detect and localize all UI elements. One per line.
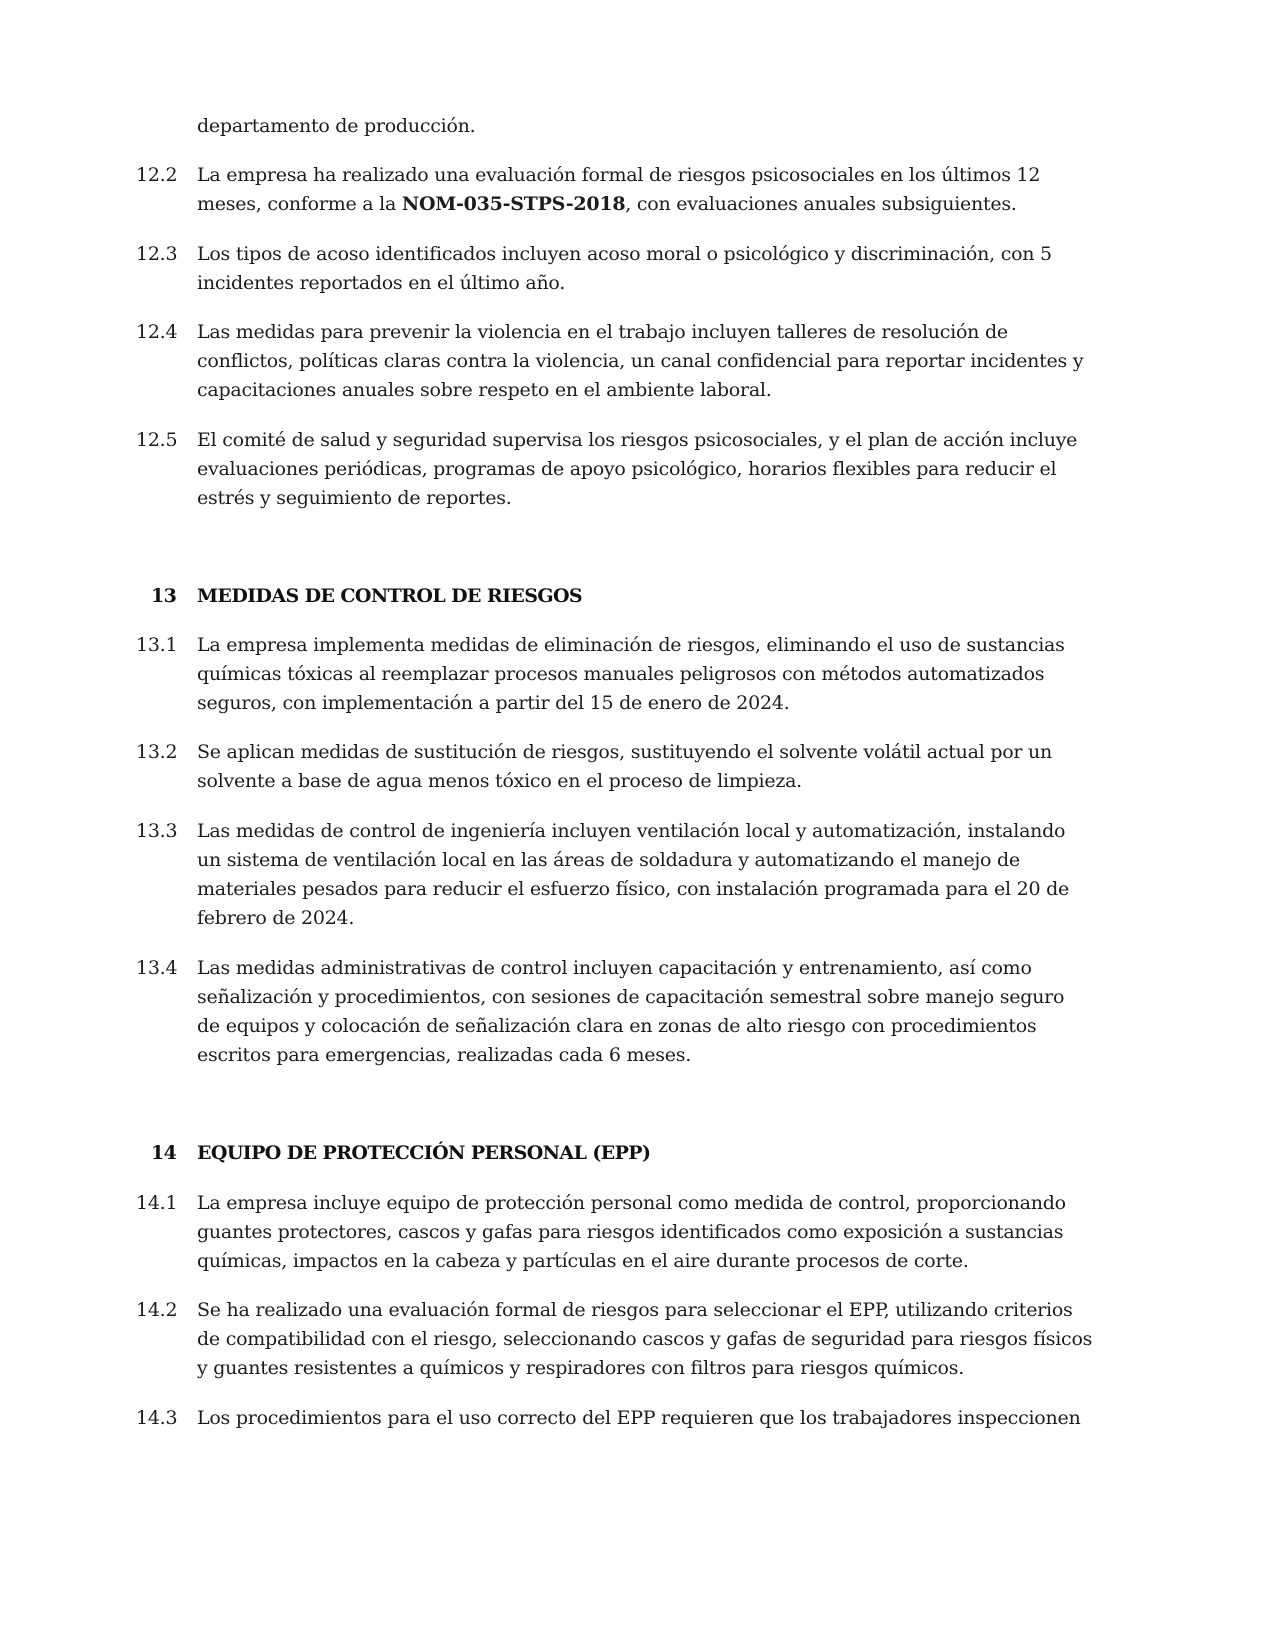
item-text: capacitaciones anuales sobre respeto en el ambiente laboral. [197,379,772,401]
item-text: escritos para emergencias, realizadas cada 6 meses. [197,1044,692,1066]
item-text: Las medidas de control de ingeniería incluyen ventilación local y automatización, instalando [197,820,1066,842]
item-text: químicas tóxicas al reemplazar procesos manuales peligrosos con métodos automatizados [197,663,1045,685]
item-text: estrés y seguimiento de reportes. [197,487,512,509]
item-text: Los tipos de acoso identificados incluyen acoso moral o psicológico y discriminación, con 5 [197,243,1052,265]
item-number: 13.4 [136,957,178,979]
item-text: Se ha realizado una evaluación formal de riesgos para seleccionar el EPP, utilizando criterios [197,1299,1073,1321]
item-text: Las medidas para prevenir la violencia en el trabajo incluyen talleres de resolución de [197,321,1008,343]
item-text [197,189,1017,219]
item-number: 14.1 [136,1192,178,1214]
item-text: solvente a base de agua menos tóxico en el proceso de limpieza. [197,770,802,792]
item-text: y guantes resistentes a químicos y respiradores con filtros para riesgos químicos. [197,1357,965,1379]
continuation-text: departamento de producción. [197,115,476,137]
item-number: 12.2 [136,164,178,186]
item-text: evaluaciones periódicas, programas de apoyo psicológico, horarios flexibles para reducir el [197,458,1057,480]
item-text: de equipos y colocación de señalización clara en zonas de alto riesgo con procedimientos [197,1015,1037,1037]
section-number: 14 [151,1142,177,1164]
section-title: EQUIPO DE PROTECCIÓN PERSONAL (EPP) [197,1142,651,1164]
item-text: febrero de 2024. [197,907,355,929]
item-text: Los procedimientos para el uso correcto del EPP requieren que los trabajadores inspeccionen [197,1407,1081,1429]
item-text: La empresa implementa medidas de eliminación de riesgos, eliminando el uso de sustancias [197,634,1065,656]
item-text: señalización y procedimientos, con sesiones de capacitación semestral sobre manejo seguro [197,986,1065,1008]
item-text: Las medidas administrativas de control incluyen capacitación y entrenamiento, así como [197,957,1032,979]
text-run: meses, conforme a la [197,193,402,215]
item-number: 13.3 [136,820,178,842]
item-number: 13.1 [136,634,178,656]
item-text: El comité de salud y seguridad supervisa los riesgos psicosociales, y el plan de acción incluye [197,429,1078,451]
section-number: 13 [151,585,177,607]
item-text: guantes protectores, cascos y gafas para riesgos identificados como exposición a sustancias [197,1221,1064,1243]
section-title: MEDIDAS DE CONTROL DE RIESGOS [197,585,583,607]
item-text: materiales pesados para reducir el esfuerzo físico, con instalación programada para el 20 de [197,878,1070,900]
text-run: , con evaluaciones anuales subsiguientes. [625,193,1017,215]
item-text: de compatibilidad con el riesgo, seleccionando cascos y gafas de seguridad para riesgos físicos [197,1328,1093,1350]
item-number: 12.5 [136,429,178,451]
item-text: La empresa ha realizado una evaluación formal de riesgos psicosociales en los últimos 12 [197,164,1041,186]
item-number: 14.2 [136,1299,178,1321]
item-text: La empresa incluye equipo de protección personal como medida de control, proporcionando [197,1192,1066,1214]
item-text: conflictos, políticas claras contra la violencia, un canal confidencial para reportar incidentes y [197,350,1084,372]
standard-reference: NOM-035-STPS-2018 [401,193,626,215]
item-text: un sistema de ventilación local en las áreas de soldadura y automatizando el manejo de [197,849,1020,871]
item-number: 13.2 [136,741,178,763]
item-number: 14.3 [136,1407,178,1429]
item-number: 12.4 [136,321,178,343]
item-text: seguros, con implementación a partir del 15 de enero de 2024. [197,692,790,714]
item-text: químicas, impactos en la cabeza y partículas en el aire durante procesos de corte. [197,1250,969,1272]
item-number: 12.3 [136,243,178,265]
item-text: incidentes reportados en el último año. [197,272,566,294]
item-text: Se aplican medidas de sustitución de riesgos, sustituyendo el solvente volátil actual por un [197,741,1053,763]
